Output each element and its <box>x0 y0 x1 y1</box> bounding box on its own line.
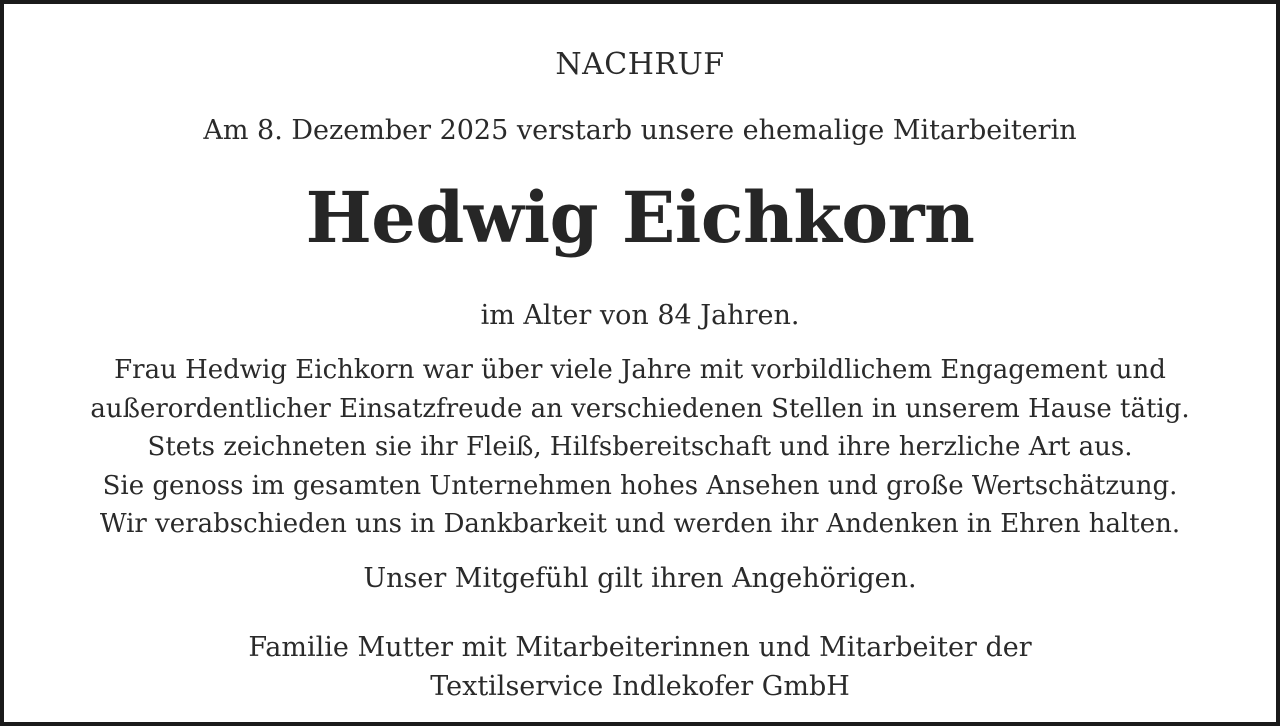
notice-intro: Am 8. Dezember 2025 verstarb unsere ehemalige Mitarbeiterin <box>203 115 1077 146</box>
signature-line: Familie Mutter mit Mitarbeiterinnen und Mitarbeiter der <box>248 632 1032 663</box>
tribute-line: Stets zeichneten sie ihr Fleiß, Hilfsbereitschaft und ihre herzliche Art aus. <box>147 432 1133 462</box>
tribute-text <box>4 351 1276 544</box>
tribute-line: Wir verabschieden uns in Dankbarkeit und werden ihr Andenken in Ehren halten. <box>99 509 1181 539</box>
tribute-line: Frau Hedwig Eichkorn war über viele Jahre mit vorbildlichem Engagement und <box>114 355 1166 385</box>
tribute-line: Sie genoss im gesamten Unternehmen hohes Ansehen und große Wertschätzung. <box>102 470 1178 501</box>
signature-block <box>4 628 1276 706</box>
deceased-name: Hedwig Eichkorn <box>305 176 975 259</box>
age-line: im Alter von 84 Jahren. <box>480 300 800 331</box>
tribute-line: außerordentlicher Einsatzfreude an verschiedenen Stellen in unserem Hause tätig. <box>90 393 1190 424</box>
notice-heading: NACHRUF <box>555 47 725 82</box>
signature-line: Textilservice Indlekofer GmbH <box>430 671 850 702</box>
sympathy-line: Unser Mitgefühl gilt ihren Angehörigen. <box>363 563 917 594</box>
